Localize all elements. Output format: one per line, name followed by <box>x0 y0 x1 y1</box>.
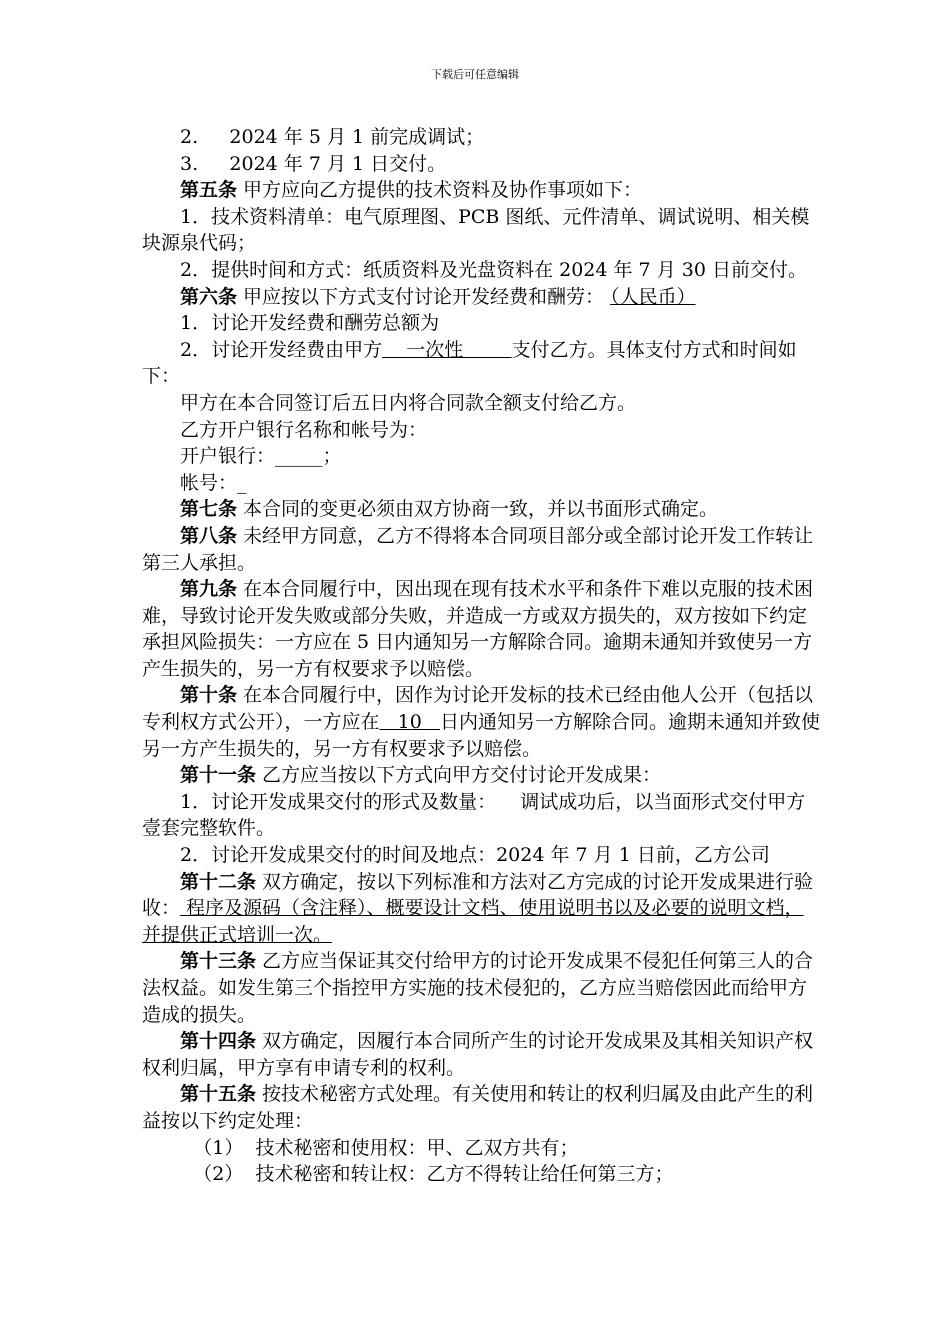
schedule-item-2 <box>142 124 822 151</box>
article-text: 在本合同履行中，因作为讨论开发标的技术已经由他人公开（包括以专利权方式公开），一方应在 <box>142 684 814 734</box>
article-text: 乙方应当按以下方式向甲方交付讨论开发成果： <box>256 764 662 787</box>
article-15-item-2: （2） 技术秘密和转让权：乙方不得转让给任何第三方； <box>193 1163 674 1186</box>
article-7 <box>142 496 822 523</box>
article-11 <box>142 762 822 789</box>
field-label: 开户银行： <box>180 445 276 468</box>
article-title: 第八条 <box>180 524 238 547</box>
article-title: 第十一条 <box>180 764 257 787</box>
article-6-item-1: 1．讨论开发经费和酬劳总额为 <box>180 312 440 335</box>
article-12 <box>142 869 822 949</box>
bank-name-blank: _____ <box>275 445 323 468</box>
article-5-item-2: 2．提供时间和方式：纸质资料及光盘资料在 2024 年 7 月 30 日前交付。 <box>180 258 807 281</box>
article-6-payment-terms: 甲方在本合同签订后五日内将合同款全额支付给乙方。 <box>180 391 637 414</box>
article-title: 第五条 <box>180 179 238 202</box>
schedule-item-3 <box>142 151 822 178</box>
payment-method-field: 一次性 <box>382 338 512 361</box>
article-text: 未经甲方同意，乙方不得将本合同项目部分或全部讨论开发工作转让第三人承担。 <box>142 524 814 574</box>
article-6-bank-name <box>142 443 822 470</box>
article-5 <box>142 177 822 204</box>
article-text: 双方确定，因履行本合同所产生的讨论开发成果及其相关知识产权权利归属，甲方享有申请专利的权利。 <box>142 1030 814 1079</box>
item-number: 3. <box>180 152 199 175</box>
article-title: 第十五条 <box>180 1083 257 1106</box>
article-text: 本合同的变更必须由双方协商一致，并以书面形式确定。 <box>237 498 719 521</box>
article-11-item-1: 1．讨论开发成果交付的形式及数量： 调试成功后，以当面形式交付甲方壹套完整软件。 <box>142 790 806 840</box>
article-text: 在本合同履行中，因出现在现有技术水平和条件下难以克服的技术困难，导致讨论开发失败或部分失败，并造成一方或双方损失的，双方按如下约定承担风险损失：一方应在 5 日内通知另一方解除合同。逾期未通知并致使另一方产生损失的，另一方有权要求予以赔偿。 <box>142 578 814 680</box>
article-6-account: 帐号：_ <box>180 471 247 494</box>
article-title: 第十四条 <box>180 1030 257 1053</box>
article-9 <box>142 576 822 682</box>
article-title: 第十条 <box>180 684 238 707</box>
article-text: 日内通知另一方解除合同。逾期未通知并致使另一方产生损失的，另一方有权要求予以赔偿。 <box>142 711 820 760</box>
article-text: 乙方应当保证其交付给甲方的讨论开发成果不侵犯任何第三人的合法权益。如发生第三个指控甲方实施的技术侵犯的，乙方应当赔偿因此而给甲方造成的损失。 <box>142 950 814 1026</box>
article-title: 第十三条 <box>180 950 257 973</box>
article-15 <box>142 1081 822 1134</box>
article-title: 第七条 <box>180 498 238 521</box>
article-5-item-1: 1．技术资料清单：电气原理图、PCB 图纸、元件清单、调试说明、相关模块源泉代码； <box>142 205 810 255</box>
article-8 <box>142 523 822 576</box>
item-number: 2. <box>180 126 199 148</box>
article-10 <box>142 682 822 762</box>
article-text: 按技术秘密方式处理。有关使用和转让的权利归属及由此产生的利益按以下约定处理： <box>142 1083 814 1132</box>
notice-days-field: 10 <box>379 711 440 734</box>
article-6-item-2 <box>142 337 822 390</box>
item-text: 支付乙方。具体支付方式和时间如下： <box>142 338 797 388</box>
article-13 <box>142 948 822 1028</box>
acceptance-criteria-field: 程序及源码（含注释）、概要设计文档、使用说明书以及必要的说明文档，并提供正式培训一次。 <box>142 897 804 946</box>
article-title: 第十二条 <box>180 870 257 893</box>
article-6 <box>142 284 822 311</box>
article-text: 甲应按以下方式支付讨论开发经费和酬劳： <box>237 285 605 308</box>
article-11-item-2: 2．讨论开发成果交付的时间及地点：2024 年 7 月 1 日前，乙方公司 <box>180 844 770 867</box>
article-text: 双方确定，按以下列标准和方法对乙方完成的讨论开发成果进行验收： <box>142 870 814 920</box>
article-text: 甲方应向乙方提供的技术资料及协作事项如下： <box>237 179 643 202</box>
item-text: 2024 年 7 月 1 日交付。 <box>229 152 447 175</box>
article-14 <box>142 1028 822 1081</box>
article-6-bank-heading: 乙方开户银行名称和帐号为： <box>180 418 428 441</box>
item-text: 2．讨论开发经费由甲方 <box>180 338 383 361</box>
document-body <box>142 124 822 1188</box>
page-header: 下载后可任意编辑 <box>431 68 519 81</box>
article-15-item-1: （1） 技术秘密和使用权：甲、乙双方共有； <box>193 1136 579 1159</box>
punctuation: ； <box>322 445 342 468</box>
article-title: 第九条 <box>180 578 238 601</box>
item-text: 2024 年 5 月 1 前完成调试； <box>229 126 485 148</box>
currency-field: （人民币） <box>610 285 696 308</box>
article-title: 第六条 <box>180 285 238 308</box>
